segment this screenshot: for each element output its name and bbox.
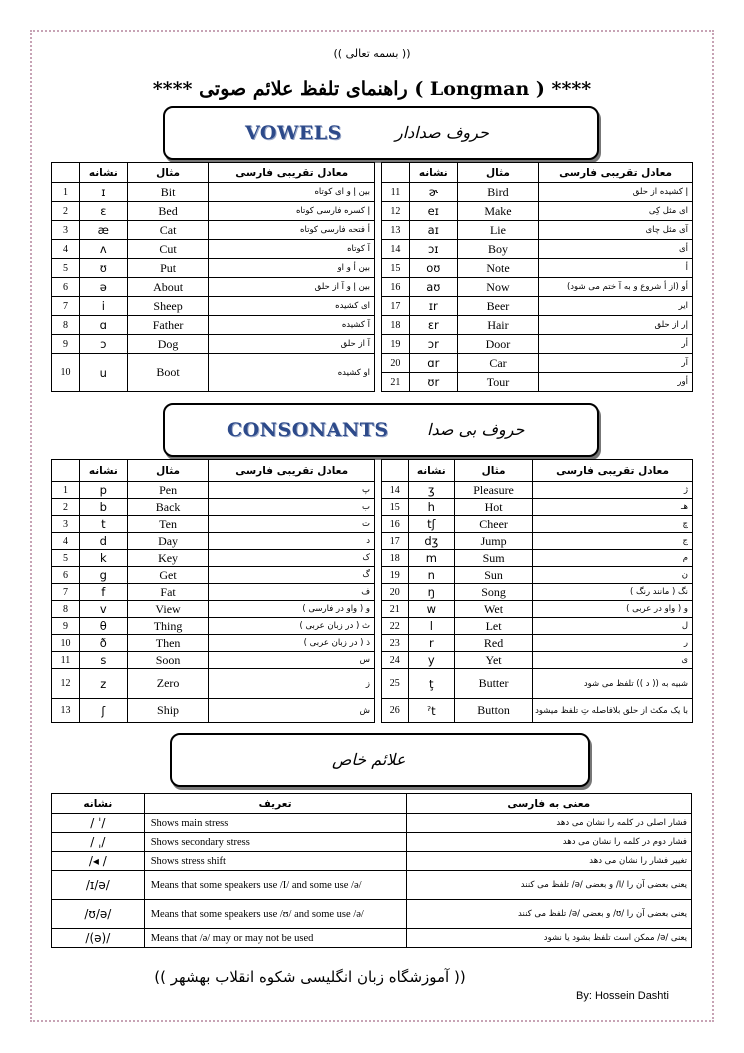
phonetic-symbol: r — [408, 635, 454, 652]
row-number: 3 — [52, 516, 80, 533]
persian-equivalent: ذ ( در زبان عربی ) — [209, 635, 375, 652]
header-example: مثال — [455, 460, 533, 482]
phonetic-symbol: ɪ — [79, 183, 127, 202]
table-row — [382, 240, 693, 259]
phonetic-symbol: ə — [79, 278, 127, 297]
example-word: Lie — [457, 221, 539, 240]
table-row — [52, 183, 375, 202]
phonetic-symbol: u — [79, 354, 127, 392]
persian-equivalent: ز — [209, 669, 375, 699]
phonetic-symbol: y — [408, 652, 454, 669]
row-number: 18 — [382, 316, 410, 335]
persian-equivalent: پ — [209, 482, 375, 499]
phonetic-symbol: t — [79, 516, 127, 533]
persian-equivalent: شبیه به (( د )) تلفظ می شود — [533, 669, 693, 699]
phonetic-symbol: dʒ — [408, 533, 454, 550]
row-number: 6 — [52, 278, 80, 297]
example-word: Father — [127, 316, 209, 335]
header-example: مثال — [457, 163, 539, 183]
row-number: 16 — [382, 278, 410, 297]
author-credit: By: Hossein Dashti — [576, 990, 669, 1002]
row-number: 4 — [52, 240, 80, 259]
row-number: 2 — [52, 499, 80, 516]
phonetic-symbol: w — [408, 601, 454, 618]
table-row — [382, 618, 693, 635]
example-word: Ship — [127, 699, 209, 723]
persian-equivalent: آر — [539, 354, 693, 373]
persian-equivalent: چ — [533, 516, 693, 533]
table-row — [382, 550, 693, 567]
persian-equivalent: أی — [539, 240, 693, 259]
persian-equivalent: ل — [533, 618, 693, 635]
row-number: 22 — [382, 618, 409, 635]
table-row — [382, 373, 693, 392]
row-number: 12 — [382, 202, 410, 221]
persian-equivalent: س — [209, 652, 375, 669]
persian-equivalent: و ( واو در عربی ) — [533, 601, 693, 618]
table-row — [382, 699, 693, 723]
header-sign: نشانه — [79, 460, 127, 482]
sign-symbol: /ʊ/ə/ — [52, 900, 145, 929]
persian-equivalent: إ کسره فارسی کوتاه — [209, 202, 375, 221]
row-number: 9 — [52, 618, 80, 635]
example-word: Sum — [455, 550, 533, 567]
row-number: 11 — [52, 652, 80, 669]
table-row — [382, 635, 693, 652]
phonetic-symbol: aʊ — [409, 278, 457, 297]
header-example: مثال — [127, 163, 209, 183]
row-number: 15 — [382, 499, 409, 516]
definition: Shows main stress — [144, 814, 406, 833]
example-word: Tour — [457, 373, 539, 392]
persian-equivalent: ف — [209, 584, 375, 601]
example-word: Car — [457, 354, 539, 373]
phonetic-symbol: ð — [79, 635, 127, 652]
persian-equivalent: أر — [539, 335, 693, 354]
table-row — [52, 652, 375, 669]
header-sign: نشانه — [79, 163, 127, 183]
table-row — [382, 278, 693, 297]
row-number: 1 — [52, 482, 80, 499]
table-row — [382, 354, 693, 373]
row-number: 25 — [382, 669, 409, 699]
table-row — [52, 354, 375, 392]
phonetic-symbol: p — [79, 482, 127, 499]
example-word: Back — [127, 499, 209, 516]
example-word: Button — [455, 699, 533, 723]
header-sign: نشانه — [409, 163, 457, 183]
persian-equivalent: هـ — [533, 499, 693, 516]
example-word: Song — [455, 584, 533, 601]
persian-meaning: تغییر فشار را نشان می دهد — [406, 852, 692, 871]
header-persian: معادل تقریبی فارسی — [539, 163, 693, 183]
vowels-banner — [163, 106, 599, 160]
row-number: 18 — [382, 550, 409, 567]
phonetic-symbol: s — [79, 652, 127, 669]
row-number: 19 — [382, 335, 410, 354]
header-persian: معادل تقریبی فارسی — [533, 460, 693, 482]
row-number: 13 — [382, 221, 410, 240]
persian-equivalent: د — [209, 533, 375, 550]
example-word: Then — [127, 635, 209, 652]
table-row — [52, 499, 375, 516]
header-meaning: معنی به فارسی — [406, 794, 692, 814]
example-word: Day — [127, 533, 209, 550]
persian-equivalent: ای مثل کِی — [539, 202, 693, 221]
definition: Shows stress shift — [144, 852, 406, 871]
table-row — [52, 669, 375, 699]
persian-equivalent: ش — [209, 699, 375, 723]
sign-symbol: /ɪ/ə/ — [52, 871, 145, 900]
row-number: 5 — [52, 550, 80, 567]
table-row — [52, 278, 375, 297]
example-word: Beer — [457, 297, 539, 316]
sign-symbol: /(ə)/ — [52, 929, 145, 948]
persian-equivalent: إ کشیده از حلق — [539, 183, 693, 202]
phonetic-symbol: ɑ — [79, 316, 127, 335]
row-number: 1 — [52, 183, 80, 202]
phonetic-symbol: ɛr — [409, 316, 457, 335]
persian-equivalent: أو (از أ شروع و به آ ختم می شود) — [539, 278, 693, 297]
row-number: 20 — [382, 584, 409, 601]
table-row — [382, 601, 693, 618]
vowels-title-fa: حروف صدادار — [395, 123, 489, 142]
example-word: Bed — [127, 202, 209, 221]
example-word: Put — [127, 259, 209, 278]
row-number: 14 — [382, 240, 410, 259]
phonetic-symbol: v — [79, 601, 127, 618]
phonetic-symbol: ʊ — [79, 259, 127, 278]
persian-equivalent: ج — [533, 533, 693, 550]
phonetic-symbol: eɪ — [409, 202, 457, 221]
persian-equivalent: آ کشیده — [209, 316, 375, 335]
definition: Means that some speakers use /I/ and some use /ə/ — [144, 871, 406, 900]
table-row — [52, 516, 375, 533]
phonetic-symbol: ʒ — [408, 482, 454, 499]
example-word: Butter — [455, 669, 533, 699]
row-number: 8 — [52, 601, 80, 618]
phonetic-symbol: ɑr — [409, 354, 457, 373]
table-row — [382, 221, 693, 240]
persian-equivalent: ژ — [533, 482, 693, 499]
table-row — [52, 833, 692, 852]
example-word: Cat — [127, 221, 209, 240]
example-word: About — [127, 278, 209, 297]
header-persian: معادل تقریبی فارسی — [209, 460, 375, 482]
example-word: View — [127, 601, 209, 618]
row-number: 11 — [382, 183, 410, 202]
persian-equivalent: ای کشیده — [209, 297, 375, 316]
table-row — [52, 221, 375, 240]
example-word: Hot — [455, 499, 533, 516]
example-word: Let — [455, 618, 533, 635]
example-word: Key — [127, 550, 209, 567]
sign-symbol: / ˈ/ — [52, 814, 145, 833]
persian-equivalent: او کشیده — [209, 354, 375, 392]
school-name: (( آموزشگاه زبان انگلیسی شکوه انقلاب بهشهر )) — [154, 968, 466, 986]
phonetic-symbol: ɪr — [409, 297, 457, 316]
example-word: Note — [457, 259, 539, 278]
example-word: Pen — [127, 482, 209, 499]
persian-equivalent: ک — [209, 550, 375, 567]
table-row — [52, 618, 375, 635]
phonetic-symbol: ˀt — [408, 699, 454, 723]
bismillah: (( بسمه تعالی )) — [333, 47, 411, 60]
example-word: Make — [457, 202, 539, 221]
phonetic-symbol: ʌ — [79, 240, 127, 259]
table-row — [382, 499, 693, 516]
example-word: Pleasure — [455, 482, 533, 499]
table-row — [382, 482, 693, 499]
phonetic-symbol: h — [408, 499, 454, 516]
persian-equivalent: م — [533, 550, 693, 567]
example-word: Fat — [127, 584, 209, 601]
row-number: 21 — [382, 601, 409, 618]
phonetic-symbol: ɛ — [79, 202, 127, 221]
special-signs-banner — [170, 733, 590, 787]
persian-equivalent: بین أ و او — [209, 259, 375, 278]
phonetic-symbol: ɔr — [409, 335, 457, 354]
persian-equivalent: إر از حلق — [539, 316, 693, 335]
table-row — [382, 584, 693, 601]
table-row — [382, 297, 693, 316]
example-word: Yet — [455, 652, 533, 669]
row-number: 17 — [382, 297, 410, 316]
consonants-table-left — [51, 459, 375, 723]
example-word: Bit — [127, 183, 209, 202]
phonetic-symbol: i — [79, 297, 127, 316]
row-number: 9 — [52, 335, 80, 354]
phonetic-symbol: k — [79, 550, 127, 567]
example-word: Dog — [127, 335, 209, 354]
table-row — [52, 550, 375, 567]
table-row — [52, 814, 692, 833]
table-row — [52, 601, 375, 618]
phonetic-symbol: l — [408, 618, 454, 635]
row-number: 13 — [52, 699, 80, 723]
phonetic-symbol: æ — [79, 221, 127, 240]
phonetic-symbol: b — [79, 499, 127, 516]
persian-equivalent: بین إ و ای کوتاه — [209, 183, 375, 202]
row-number: 12 — [52, 669, 80, 699]
example-word: Jump — [455, 533, 533, 550]
table-row — [382, 533, 693, 550]
row-number: 4 — [52, 533, 80, 550]
table-row — [52, 316, 375, 335]
header-example: مثال — [127, 460, 209, 482]
row-number: 23 — [382, 635, 409, 652]
table-row — [52, 900, 692, 929]
consonants-table-right — [381, 459, 693, 723]
sign-symbol: /◂ / — [52, 852, 145, 871]
row-number: 5 — [52, 259, 80, 278]
table-row — [382, 669, 693, 699]
persian-equivalent: ب — [209, 499, 375, 516]
vowels-table-right — [381, 162, 693, 392]
persian-equivalent: أ — [539, 259, 693, 278]
phonetic-symbol: ɔɪ — [409, 240, 457, 259]
definition: Means that some speakers use /ʊ/ and some use /ə/ — [144, 900, 406, 929]
table-row — [52, 699, 375, 723]
table-row — [52, 482, 375, 499]
row-number: 10 — [52, 354, 80, 392]
table-row — [52, 533, 375, 550]
table-row — [382, 259, 693, 278]
table-row — [52, 852, 692, 871]
row-number: 15 — [382, 259, 410, 278]
consonants-banner — [163, 403, 599, 457]
persian-equivalent: ث ( در زبان عربی ) — [209, 618, 375, 635]
vowels-table-left — [51, 162, 375, 392]
persian-equivalent: با یک مکث از حلق بلافاصله تِ تلفظ میشود — [533, 699, 693, 723]
phonetic-symbol: aɪ — [409, 221, 457, 240]
persian-equivalent: گ — [209, 567, 375, 584]
table-row — [382, 316, 693, 335]
phonetic-symbol: n — [408, 567, 454, 584]
table-row — [52, 202, 375, 221]
row-number: 19 — [382, 567, 409, 584]
persian-meaning: یعنی بعضی آن را /ʊ/ و بعضی /ə/ تلفظ می کنند — [406, 900, 692, 929]
table-row — [382, 652, 693, 669]
example-word: Cut — [127, 240, 209, 259]
persian-equivalent: أ فتحه فارسی کوتاه — [209, 221, 375, 240]
table-row — [382, 567, 693, 584]
example-word: Bird — [457, 183, 539, 202]
persian-equivalent: آ از حلق — [209, 335, 375, 354]
table-row — [52, 259, 375, 278]
example-word: Door — [457, 335, 539, 354]
example-word: Boot — [127, 354, 209, 392]
phonetic-symbol: g — [79, 567, 127, 584]
table-row — [52, 929, 692, 948]
phonetic-symbol: ŋ — [408, 584, 454, 601]
phonetic-symbol: d — [79, 533, 127, 550]
table-row — [52, 297, 375, 316]
table-row — [382, 202, 693, 221]
special-signs-table — [51, 793, 692, 948]
row-number: 7 — [52, 584, 80, 601]
page-title: **** راهنمای تلفظ علائم صوتی ( Longman ) **** — [152, 78, 592, 100]
phonetic-symbol: z — [79, 669, 127, 699]
example-word: Cheer — [455, 516, 533, 533]
table-row — [52, 584, 375, 601]
row-number: 7 — [52, 297, 80, 316]
definition: Shows secondary stress — [144, 833, 406, 852]
consonants-title-en: CONSONANTS — [227, 419, 389, 441]
row-number: 2 — [52, 202, 80, 221]
table-row — [382, 335, 693, 354]
example-word: Zero — [127, 669, 209, 699]
persian-equivalent: آی مثل چای — [539, 221, 693, 240]
persian-equivalent: ی — [533, 652, 693, 669]
row-number: 20 — [382, 354, 410, 373]
special-signs-title-fa: علائم خاص — [332, 750, 406, 769]
row-number: 17 — [382, 533, 409, 550]
persian-equivalent: ت — [209, 516, 375, 533]
persian-equivalent: آ کوتاه — [209, 240, 375, 259]
phonetic-symbol: ţ — [408, 669, 454, 699]
table-row — [52, 335, 375, 354]
persian-equivalent: ایر — [539, 297, 693, 316]
row-number: 16 — [382, 516, 409, 533]
consonants-title-fa: حروف بی صدا — [427, 420, 525, 439]
persian-equivalent: ن — [533, 567, 693, 584]
vowels-title-en: VOWELS — [245, 122, 342, 144]
persian-equivalent: نگ ( مانند رنگ ) — [533, 584, 693, 601]
phonetic-symbol: ʃ — [79, 699, 127, 723]
phonetic-symbol: ʊr — [409, 373, 457, 392]
example-word: Red — [455, 635, 533, 652]
persian-equivalent: أور — [539, 373, 693, 392]
sign-symbol: / ˌ/ — [52, 833, 145, 852]
header-persian: معادل تقریبی فارسی — [209, 163, 375, 183]
example-word: Now — [457, 278, 539, 297]
row-number: 21 — [382, 373, 410, 392]
row-number: 26 — [382, 699, 409, 723]
persian-equivalent: ر — [533, 635, 693, 652]
persian-meaning: فشار اصلی در کلمه را نشان می دهد — [406, 814, 692, 833]
persian-meaning: یعنی /ə/ ممکن است تلفظ بشود یا نشود — [406, 929, 692, 948]
table-row — [52, 240, 375, 259]
example-word: Soon — [127, 652, 209, 669]
persian-meaning: فشار دوم در کلمه را نشان می دهد — [406, 833, 692, 852]
phonetic-symbol: θ — [79, 618, 127, 635]
example-word: Thing — [127, 618, 209, 635]
table-row — [52, 567, 375, 584]
phonetic-symbol: tʃ — [408, 516, 454, 533]
table-row — [52, 871, 692, 900]
example-word: Wet — [455, 601, 533, 618]
table-row — [52, 635, 375, 652]
persian-equivalent: بین إ و آ از حلق — [209, 278, 375, 297]
header-sign: نشانه — [52, 794, 145, 814]
row-number: 3 — [52, 221, 80, 240]
row-number: 14 — [382, 482, 409, 499]
phonetic-symbol: ɔ — [79, 335, 127, 354]
phonetic-symbol: m — [408, 550, 454, 567]
header-definition: تعریف — [144, 794, 406, 814]
table-row — [382, 183, 693, 202]
example-word: Get — [127, 567, 209, 584]
row-number: 6 — [52, 567, 80, 584]
example-word: Ten — [127, 516, 209, 533]
row-number: 8 — [52, 316, 80, 335]
example-word: Hair — [457, 316, 539, 335]
table-row — [382, 516, 693, 533]
header-sign: نشانه — [408, 460, 454, 482]
example-word: Sheep — [127, 297, 209, 316]
example-word: Boy — [457, 240, 539, 259]
phonetic-symbol: oʊ — [409, 259, 457, 278]
phonetic-symbol: ɚ — [409, 183, 457, 202]
example-word: Sun — [455, 567, 533, 584]
phonetic-symbol: f — [79, 584, 127, 601]
persian-equivalent: و ( واو در فارسی ) — [209, 601, 375, 618]
definition: Means that /ə/ may or may not be used — [144, 929, 406, 948]
row-number: 24 — [382, 652, 409, 669]
persian-meaning: یعنی بعضی آن را /I/ و بعضی /ə/ تلفظ می کنند — [406, 871, 692, 900]
row-number: 10 — [52, 635, 80, 652]
